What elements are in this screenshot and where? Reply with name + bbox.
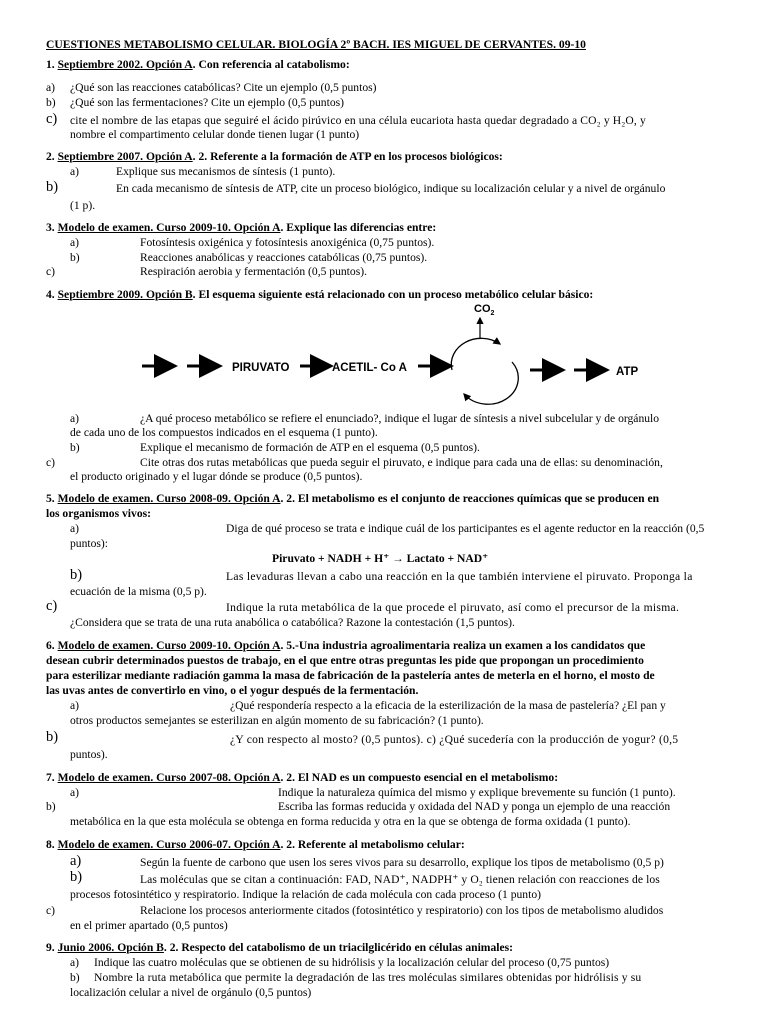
question-title: . Explique las diferencias entre: bbox=[280, 221, 437, 234]
question-number: 4. bbox=[46, 288, 55, 301]
item-label: a) bbox=[70, 236, 80, 249]
item-text: metabólica en la que esta molécula se obtenga en forma reducida y otra en la que se obtenga de forma oxidada (1 punto). bbox=[70, 815, 631, 828]
question-number: 7. bbox=[46, 771, 55, 784]
item-text: Fotosíntesis oxigénica y fotosíntesis anoxigénica (0,75 puntos). bbox=[140, 236, 435, 249]
item-label: b) bbox=[70, 567, 83, 583]
item-text: Cite otras dos rutas metabólicas que pueda seguir el piruvato, e indique para cada una de ellas: su denominación, bbox=[140, 456, 663, 469]
question-6-heading bbox=[46, 639, 645, 653]
item-text: Relacione los procesos anteriormente citados (fotosintético y respiratorio) con los tipos de metabolismo aludidos bbox=[140, 904, 664, 917]
acetil-coa-label: ACETIL- Co A bbox=[332, 362, 407, 374]
item-text: ¿Considera que se trata de una ruta anabólica o catabólica? Razone la contestación (1,5 puntos). bbox=[70, 616, 515, 629]
item-text: ¿Qué respondería respecto a la eficacia de la esterilización de la masa de pastelería? ¿El pan y bbox=[230, 699, 666, 712]
krebs-cycle-diagram bbox=[60, 300, 760, 410]
item-text: Escriba las formas reducida y oxidada del NAD y ponga un ejemplo de una reacción bbox=[278, 800, 671, 813]
item-text: cite el nombre de las etapas que seguiré el ácido pirúvico en una célula eucariota hasta quedar degradado a CO₂ y H₂O, y bbox=[70, 114, 646, 127]
item-text: Explique sus mecanismos de síntesis (1 punto). bbox=[116, 165, 336, 178]
item-text: Indique la ruta metabólica de la que procede el piruvato, así como el precursor de la misma. bbox=[226, 601, 680, 614]
question-title: . 2. El metabolismo es el conjunto de reacciones químicas que se producen en bbox=[280, 492, 660, 505]
item-label: c) bbox=[46, 111, 58, 127]
item-text: nombre el compartimento celular donde tienen lugar (1 punto) bbox=[70, 128, 360, 141]
item-text: de cada uno de los compuestos indicados en el esquema (1 punto). bbox=[70, 426, 378, 439]
item-text: puntos). bbox=[70, 748, 108, 761]
item-label: a) bbox=[46, 81, 56, 94]
item-text: puntos): bbox=[70, 537, 109, 550]
item-label: b) bbox=[70, 441, 80, 454]
question-3-heading bbox=[46, 221, 436, 235]
question-title: . Con referencia al catabolismo: bbox=[192, 58, 350, 71]
question-title: . 2. El NAD es un compuesto esencial en el metabolismo: bbox=[280, 771, 559, 784]
item-text: ¿A qué proceso metabólico se refiere el enunciado?, indique el lugar de síntesis a nivel subcelular y de orgánulo bbox=[140, 412, 660, 425]
question-source: Modelo de examen. Curso 2008-09. Opción A bbox=[57, 492, 281, 505]
item-text: procesos fotosintético y respiratorio. Indique la relación de cada molécula con cada proceso (1 punto) bbox=[70, 888, 541, 901]
question-number: 1. bbox=[46, 58, 55, 71]
question-title-cont: desean cubrir determinados puestos de trabajo, en el que entre otras preguntas les pide que propongan un procedimiento bbox=[46, 654, 644, 667]
question-source: Modelo de examen. Curso 2007-08. Opción A bbox=[57, 771, 281, 784]
item-label: c) bbox=[46, 456, 56, 469]
item-label: a) bbox=[70, 786, 80, 799]
question-title: . 2. Referente a la formación de ATP en los procesos biológicos: bbox=[192, 150, 503, 163]
item-text: ¿Qué son las reacciones catabólicas? Cite un ejemplo (0,5 puntos) bbox=[70, 81, 377, 94]
item-text: otros productos semejantes se esterilizan en algún momento de su fabricación? (1 punto). bbox=[70, 714, 484, 727]
question-8-heading bbox=[46, 838, 465, 852]
question-7-heading bbox=[46, 771, 558, 785]
question-source: Modelo de examen. Curso 2009-10. Opción A bbox=[57, 221, 281, 234]
item-text: En cada mecanismo de síntesis de ATP, cite un proceso biológico, indique su localización celular y a nivel de orgánulo bbox=[116, 182, 666, 195]
item-text: en el primer apartado (0,5 puntos) bbox=[70, 919, 228, 932]
item-label: a) bbox=[70, 853, 82, 869]
item-label: b) bbox=[70, 971, 80, 984]
item-text: Nombre la ruta metabólica que permite la degradación de las tres moléculas similares obtenidas por hidrólisis y su bbox=[94, 971, 642, 984]
question-number: 3. bbox=[46, 221, 55, 234]
item-label: b) bbox=[46, 96, 56, 109]
item-label: c) bbox=[46, 265, 56, 278]
question-title-cont: las uvas antes de convertirlo en vino, o el yogur después de la fermentación. bbox=[46, 684, 419, 697]
item-text: ¿Y con respecto al mosto? (0,5 puntos). c) ¿Qué sucedería con la producción de yogur? (0,5 bbox=[230, 733, 679, 746]
cycle-arc-top bbox=[451, 338, 500, 370]
page-title: CUESTIONES METABOLISMO CELULAR. BIOLOGÍA 2º BACH. IES MIGUEL DE CERVANTES. 09-10 bbox=[46, 38, 586, 51]
cycle-arc-bottom bbox=[464, 362, 518, 404]
item-label: b) bbox=[70, 869, 83, 885]
question-source: Modelo de examen. Curso 2009-10. Opción A bbox=[57, 639, 281, 652]
item-label: a) bbox=[70, 699, 80, 712]
question-title: . 5.-Una industria agroalimentaria realiza un examen a los candidatos que bbox=[280, 639, 646, 652]
item-label: a) bbox=[70, 956, 80, 969]
item-label: b) bbox=[46, 800, 56, 813]
item-label: a) bbox=[70, 412, 80, 425]
item-label: a) bbox=[70, 522, 80, 535]
piruvato-label: PIRUVATO bbox=[232, 362, 290, 374]
question-1-heading bbox=[46, 58, 350, 72]
item-text: Indique la naturaleza química del mismo y explique brevemente su función (1 punto). bbox=[278, 786, 676, 799]
item-text: Según la fuente de carbono que usen los seres vivos para su desarrollo, explique los tipos de metabolismo (0,5 p) bbox=[140, 856, 664, 869]
question-number: 5. bbox=[46, 492, 55, 505]
question-title: . 2. Referente al metabolismo celular: bbox=[280, 838, 465, 851]
question-number: 9. bbox=[46, 941, 55, 954]
item-text: Las levaduras llevan a cabo una reacción en la que también interviene el piruvato. Proponga la bbox=[226, 570, 693, 583]
item-text: Reacciones anabólicas y reacciones catabólicas (0,75 puntos). bbox=[140, 251, 428, 264]
co2-label: $CO_2$ bbox=[474, 303, 495, 317]
question-5-heading bbox=[46, 492, 659, 506]
item-text: ecuación de la misma (0,5 p). bbox=[70, 585, 207, 598]
reaction-equation: Piruvato + NADH + H⁺ → Lactato + NAD⁺ bbox=[272, 552, 489, 565]
question-source: Junio 2006. Opción B bbox=[57, 941, 164, 954]
item-text: Indique las cuatro moléculas que se obtienen de su hidrólisis y la localización celular del proceso (0,75 puntos) bbox=[94, 956, 610, 969]
item-text: Explique el mecanismo de formación de ATP en el esquema (0,5 puntos). bbox=[140, 441, 480, 454]
question-title-cont: los organismos vivos: bbox=[46, 507, 151, 520]
question-source: Septiembre 2002. Opción A bbox=[57, 58, 193, 71]
item-label: c) bbox=[46, 598, 58, 614]
item-text: Diga de qué proceso se trata e indique cuál de los participantes es el agente reductor en la reacción (0,5 bbox=[226, 522, 705, 535]
question-title: . El esquema siguiente está relacionado con un proceso metabólico celular básico: bbox=[192, 288, 594, 301]
item-text: Respiración aerobia y fermentación (0,5 puntos). bbox=[140, 265, 367, 278]
item-text: localización celular a nivel de orgánulo (0,5 puntos) bbox=[70, 986, 312, 999]
item-text: ¿Qué son las fermentaciones? Cite un ejemplo (0,5 puntos) bbox=[70, 96, 344, 109]
atp-label: ATP bbox=[616, 366, 639, 378]
item-label: c) bbox=[46, 904, 56, 917]
question-title: . 2. Respecto del catabolismo de un triacilglicérido en células animales: bbox=[163, 941, 513, 954]
item-label: b) bbox=[46, 729, 59, 745]
question-source: Modelo de examen. Curso 2006-07. Opción A bbox=[57, 838, 281, 851]
item-text: Las moléculas que se citan a continuación: FAD, NAD⁺, NADPH⁺ y O₂ tienen relación con reacciones de los bbox=[140, 873, 660, 886]
question-9-heading bbox=[46, 941, 513, 955]
question-number: 2. bbox=[46, 150, 55, 163]
item-label: b) bbox=[70, 251, 80, 264]
question-source: Septiembre 2009. Opción B bbox=[57, 288, 193, 301]
item-text: (1 p). bbox=[70, 199, 96, 212]
question-source: Septiembre 2007. Opción A bbox=[57, 150, 193, 163]
item-text: el producto originado y el lugar dónde se produce (0,5 puntos). bbox=[70, 470, 363, 483]
item-label: a) bbox=[70, 165, 80, 178]
question-2-heading bbox=[46, 150, 503, 164]
question-number: 8. bbox=[46, 838, 55, 851]
question-number: 6. bbox=[46, 639, 55, 652]
item-label: b) bbox=[46, 179, 59, 195]
question-title-cont: para esterilizar mediante radiación gamma la masa de fabricación de la pastelería antes de meterla en el horno, el mosto de bbox=[46, 669, 655, 682]
